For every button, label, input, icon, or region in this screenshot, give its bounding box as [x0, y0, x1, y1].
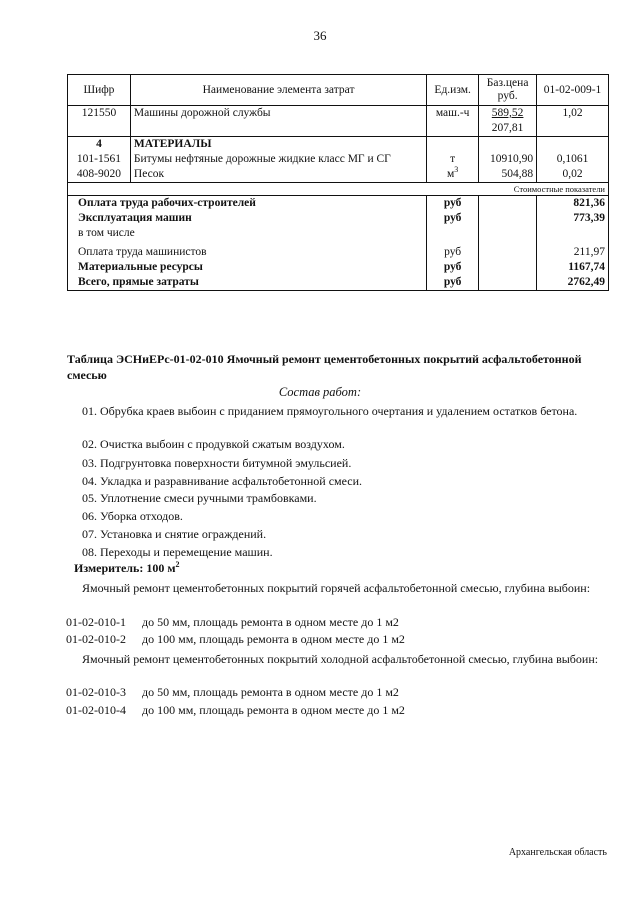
summary-name: Материальные ресурсы	[68, 260, 427, 275]
machine-norm: 1,02	[537, 106, 609, 137]
material-norm: 0,1061	[537, 152, 609, 167]
material-unit: т	[427, 152, 479, 167]
table-title: Таблица ЭСНиЕРс-01-02-010 Ямочный ремонт цементобетонных покрытий асфальтобетонной смесью	[67, 352, 582, 382]
norm-code: 01-02-010-4	[66, 703, 126, 717]
header-code: Шифр	[68, 75, 131, 106]
summary-value: 2762,49	[537, 275, 609, 291]
summary-name: Всего, прямые затраты	[68, 275, 427, 291]
norm-item	[66, 702, 405, 718]
machine-name: Машины дорожной службы	[130, 106, 426, 137]
summary-row	[68, 241, 609, 260]
header-unit: Ед.изм.	[427, 75, 479, 106]
cold-mix-description: Ямочный ремонт цементобетонных покрытий холодной асфальтобетонной смесью, глубина выбоин:	[82, 652, 599, 666]
summary-value: 211,97	[537, 241, 609, 260]
summary-row	[68, 211, 609, 226]
machine-unit: маш.-ч	[427, 106, 479, 137]
measurement-unit: Измеритель: 100 $м^2$	[74, 560, 180, 575]
work-item: 06. Уборка отходов.	[82, 509, 183, 523]
summary-value: 821,36	[537, 196, 609, 212]
material-unit: $м^3$	[427, 167, 479, 183]
material-code: 408-9020	[68, 167, 131, 183]
summary-unit: руб	[427, 260, 479, 275]
cost-indicators-row	[68, 183, 609, 196]
cost-indicators-label: Стоимостные показатели	[479, 183, 609, 196]
summary-name: Эксплуатация машин	[68, 211, 427, 226]
norm-text: до 100 мм, площадь ремонта в одном месте до 1 м2	[142, 703, 405, 717]
header-base-price: Баз.цена руб.	[479, 75, 537, 106]
summary-row	[68, 226, 609, 241]
summary-name: Оплата труда машинистов	[68, 241, 427, 260]
norm-item	[66, 631, 405, 647]
summary-unit: руб	[427, 211, 479, 226]
summary-value: 1167,74	[537, 260, 609, 275]
hot-mix-description: Ямочный ремонт цементобетонных покрытий горячей асфальтобетонной смесью, глубина выбоин:	[82, 581, 591, 595]
summary-row	[68, 196, 609, 212]
summary-value: 773,39	[537, 211, 609, 226]
page-number: 36	[313, 28, 327, 43]
materials-section-code: 4	[68, 137, 131, 153]
work-item: 01. Обрубка краев выбоин с приданием прямоугольного очертания и удалением остатков бетона.	[82, 404, 578, 418]
table-row	[68, 106, 609, 137]
summary-name: в том числе	[68, 226, 427, 241]
summary-name: Оплата труда рабочих-строителей	[68, 196, 427, 212]
work-item: 05. Уплотнение смеси ручными трамбовками.	[82, 491, 317, 505]
work-item: 03. Подгрунтовка поверхности битумной эмульсией.	[82, 456, 352, 470]
norm-text: до 100 мм, площадь ремонта в одном месте до 1 м2	[142, 632, 405, 646]
work-item: 07. Установка и снятие ограждений.	[82, 527, 267, 541]
table-header-row	[68, 75, 609, 106]
table-row	[68, 137, 609, 153]
header-name: Наименование элемента затрат	[130, 75, 426, 106]
norm-text: до 50 мм, площадь ремонта в одном месте до 1 м2	[142, 685, 399, 699]
material-norm: 0,02	[537, 167, 609, 183]
work-item: 02. Очистка выбоин с продувкой сжатым воздухом.	[82, 437, 345, 451]
material-price: 10910,90	[479, 152, 537, 167]
norm-code: 01-02-010-2	[66, 632, 126, 646]
summary-row	[68, 275, 609, 291]
summary-unit: руб	[427, 196, 479, 212]
norm-item	[66, 684, 399, 700]
materials-section-name: МАТЕРИАЛЫ	[130, 137, 426, 153]
summary-unit: руб	[427, 241, 479, 260]
material-name: Песок	[130, 167, 426, 183]
table-row	[68, 167, 609, 183]
norm-code: 01-02-010-1	[66, 615, 126, 629]
estimate-table	[67, 74, 609, 291]
machine-price	[479, 106, 537, 137]
header-norm: 01-02-009-1	[537, 75, 609, 106]
norm-code: 01-02-010-3	[66, 685, 126, 699]
material-code: 101-1561	[68, 152, 131, 167]
summary-unit: руб	[427, 275, 479, 291]
table-row	[68, 152, 609, 167]
work-composition-heading: Состав работ:	[278, 385, 362, 399]
norm-text: до 50 мм, площадь ремонта в одном месте до 1 м2	[142, 615, 399, 629]
material-price: 504,88	[479, 167, 537, 183]
region-footer: Архангельская область	[508, 847, 607, 858]
work-item: 08. Переходы и перемещение машин.	[82, 545, 273, 559]
work-item: 04. Укладка и разравнивание асфальтобетонной смеси.	[82, 474, 363, 488]
machine-price-bottom: 207,81	[491, 122, 524, 134]
machine-code: 121550	[68, 106, 131, 137]
norm-item	[66, 614, 399, 630]
material-name: Битумы нефтяные дорожные жидкие класс МГ и СГ	[130, 152, 426, 167]
machine-price-top: 589,52	[491, 107, 524, 119]
summary-row	[68, 260, 609, 275]
